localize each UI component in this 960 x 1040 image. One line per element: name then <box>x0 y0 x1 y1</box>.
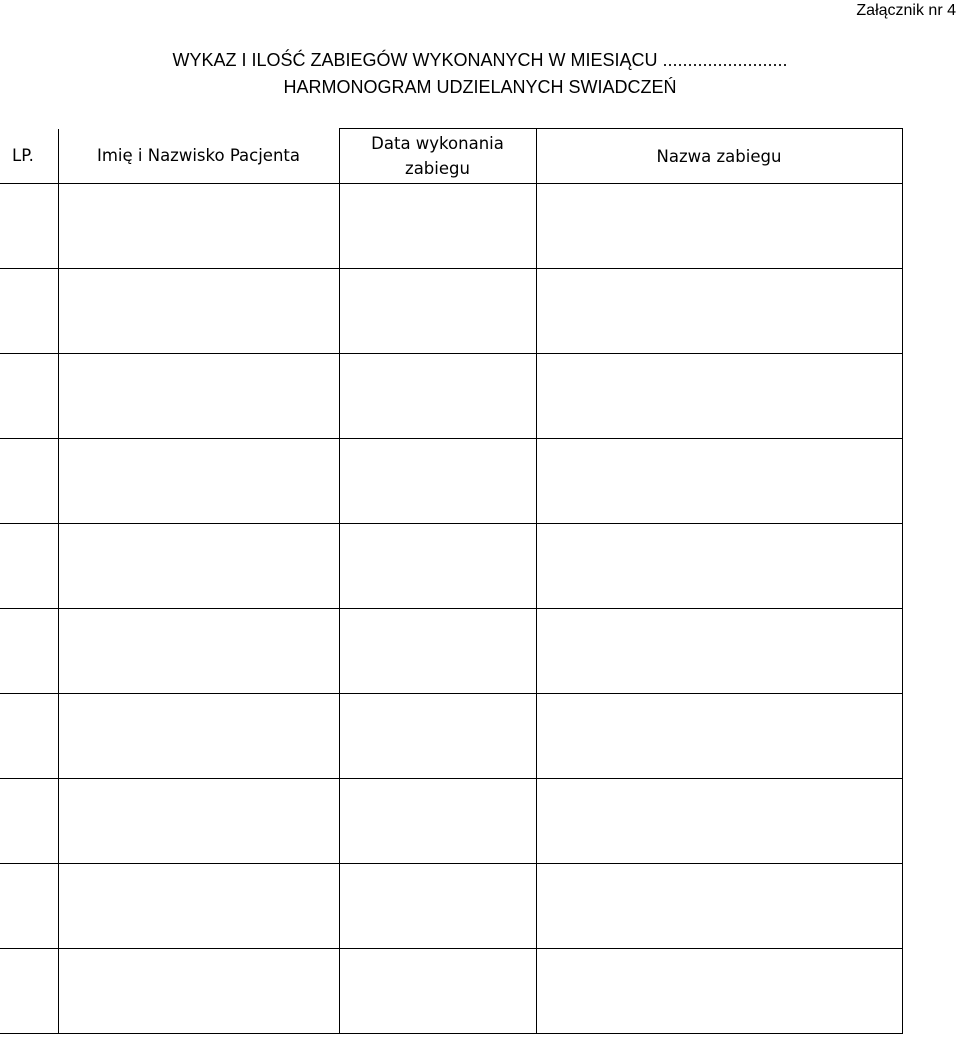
cell-procedure-name[interactable] <box>536 439 902 524</box>
table-body <box>0 184 902 1034</box>
header-procedure-name: Nazwa zabiegu <box>536 129 902 184</box>
cell-procedure-date[interactable] <box>339 439 536 524</box>
cell-procedure-name[interactable] <box>536 694 902 779</box>
cell-lp[interactable] <box>0 524 58 609</box>
cell-procedure-date[interactable] <box>339 184 536 269</box>
table-row <box>0 269 902 354</box>
cell-patient-name[interactable] <box>58 694 339 779</box>
cell-procedure-name[interactable] <box>536 609 902 694</box>
table-row <box>0 694 902 779</box>
header-lp: LP. <box>0 129 58 184</box>
cell-lp[interactable] <box>0 694 58 779</box>
cell-lp[interactable] <box>0 184 58 269</box>
table-row <box>0 949 902 1034</box>
cell-procedure-date[interactable] <box>339 269 536 354</box>
table-row <box>0 184 902 269</box>
header-patient-name: Imię i Nazwisko Pacjenta <box>58 129 339 184</box>
cell-procedure-date[interactable] <box>339 779 536 864</box>
cell-patient-name[interactable] <box>58 864 339 949</box>
cell-patient-name[interactable] <box>58 439 339 524</box>
cell-procedure-name[interactable] <box>536 779 902 864</box>
cell-procedure-name[interactable] <box>536 269 902 354</box>
cell-patient-name[interactable] <box>58 609 339 694</box>
cell-procedure-name[interactable] <box>536 949 902 1034</box>
cell-patient-name[interactable] <box>58 269 339 354</box>
table-header-row <box>0 129 902 184</box>
document-title: WYKAZ I ILOŚĆ ZABIEGÓW WYKONANYCH W MIESIĄCU ......................... <box>172 50 788 70</box>
cell-lp[interactable] <box>0 354 58 439</box>
table-row <box>0 439 902 524</box>
cell-procedure-date[interactable] <box>339 524 536 609</box>
cell-procedure-date[interactable] <box>339 864 536 949</box>
cell-patient-name[interactable] <box>58 354 339 439</box>
cell-lp[interactable] <box>0 949 58 1034</box>
cell-procedure-name[interactable] <box>536 354 902 439</box>
cell-procedure-name[interactable] <box>536 184 902 269</box>
procedures-table <box>0 128 903 1034</box>
cell-procedure-date[interactable] <box>339 694 536 779</box>
cell-procedure-date[interactable] <box>339 354 536 439</box>
cell-lp[interactable] <box>0 439 58 524</box>
cell-procedure-date[interactable] <box>339 609 536 694</box>
cell-patient-name[interactable] <box>58 949 339 1034</box>
cell-patient-name[interactable] <box>58 779 339 864</box>
cell-lp[interactable] <box>0 779 58 864</box>
table-row <box>0 524 902 609</box>
cell-lp[interactable] <box>0 864 58 949</box>
document-subtitle: HARMONOGRAM UDZIELANYCH SWIADCZEŃ <box>283 77 677 97</box>
table-row <box>0 779 902 864</box>
cell-lp[interactable] <box>0 269 58 354</box>
cell-procedure-date[interactable] <box>339 949 536 1034</box>
cell-patient-name[interactable] <box>58 524 339 609</box>
cell-lp[interactable] <box>0 609 58 694</box>
cell-procedure-name[interactable] <box>536 524 902 609</box>
annex-label: Załącznik nr 4 <box>856 2 956 19</box>
cell-procedure-name[interactable] <box>536 864 902 949</box>
cell-patient-name[interactable] <box>58 184 339 269</box>
table-row <box>0 354 902 439</box>
header-procedure-date: Data wykonania zabiegu <box>339 129 536 184</box>
table-row <box>0 864 902 949</box>
table-row <box>0 609 902 694</box>
